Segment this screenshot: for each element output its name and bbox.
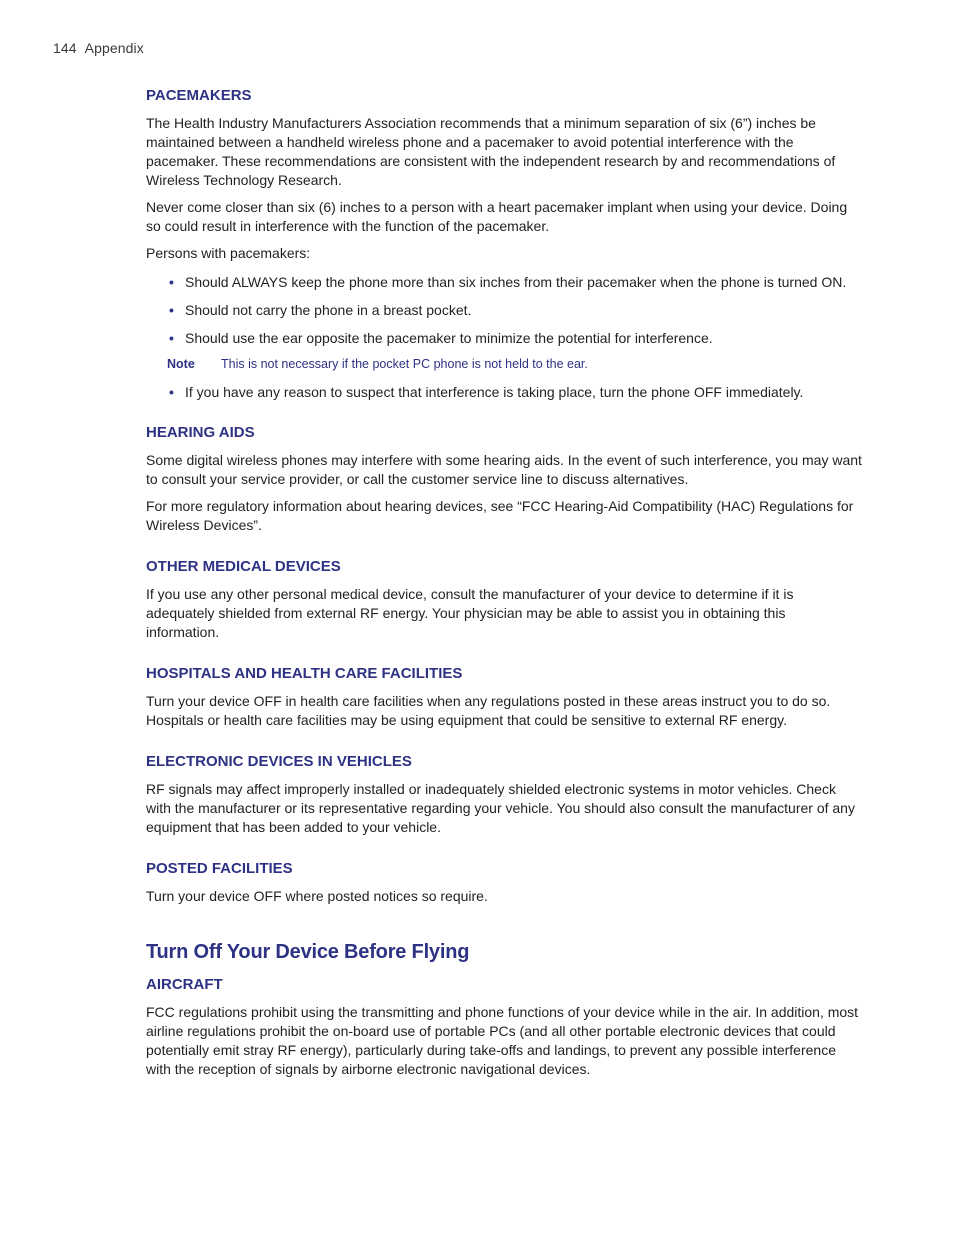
page-content	[146, 86, 862, 1101]
note	[167, 355, 862, 373]
list-item	[146, 383, 862, 401]
other-medical-heading: OTHER MEDICAL DEVICES	[146, 558, 341, 575]
pacemakers-heading: PACEMAKERS	[146, 87, 252, 104]
aircraft-heading: AIRCRAFT	[146, 976, 223, 993]
hospitals-heading: HOSPITALS AND HEALTH CARE FACILITIES	[146, 665, 463, 682]
note-text: This is not necessary if the pocket PC phone is not held to the ear.	[221, 357, 588, 371]
section-vehicles	[146, 752, 862, 837]
bullet-icon: •	[169, 330, 174, 346]
section-pacemakers	[146, 86, 862, 401]
hearing-aids-paragraph-2: For more regulatory information about hearing devices, see “FCC Hearing-Aid Compatibility (HAC) Regulations for Wireless Devices”.	[146, 498, 854, 533]
list-item	[146, 273, 862, 291]
section-aircraft	[146, 975, 862, 1079]
vehicles-heading: ELECTRONIC DEVICES IN VEHICLES	[146, 753, 412, 770]
pacemakers-bullet-list	[146, 273, 862, 347]
bullet-icon: •	[169, 384, 174, 400]
section-hospitals	[146, 664, 862, 730]
pacemakers-paragraph-1: The Health Industry Manufacturers Association recommends that a minimum separation of six (6”) inches be maintained between a handheld wireless phone and a pacemaker to avoid potential interference with the pacemaker. These recommendations are consistent with the independent research by and recommendations of Wireless Technology Research.	[146, 115, 836, 188]
section-name: Appendix	[84, 40, 144, 56]
section-hearing-aids	[146, 423, 862, 535]
list-item-text: Should use the ear opposite the pacemaker to minimize the potential for interference.	[185, 330, 713, 346]
flying-title: Turn Off Your Device Before Flying	[146, 941, 470, 963]
hearing-aids-heading: HEARING AIDS	[146, 424, 255, 441]
posted-heading: POSTED FACILITIES	[146, 860, 293, 877]
pacemakers-paragraph-2: Never come closer than six (6) inches to a person with a heart pacemaker implant when using your device. Doing so could result in interference with the function of the pacemaker.	[146, 199, 848, 234]
list-item	[146, 329, 862, 347]
running-header	[53, 40, 144, 56]
hearing-aids-paragraph-1: Some digital wireless phones may interfere with some hearing aids. In the event of such interference, you may want to consult your service provider, or call the customer service line to discuss alternatives.	[146, 452, 862, 487]
section-posted	[146, 859, 862, 906]
posted-paragraph: Turn your device OFF where posted notices so require.	[146, 888, 488, 904]
list-item-text: Should not carry the phone in a breast pocket.	[185, 302, 472, 318]
list-item-text: Should ALWAYS keep the phone more than six inches from their pacemaker when the phone is turned ON.	[185, 274, 847, 290]
aircraft-paragraph: FCC regulations prohibit using the transmitting and phone functions of your device while in the air. In addition, most airline regulations prohibit the on-board use of portable PCs (and all other portable electronic devices that could potentially emit stray RF energy), particularly during take-offs and landings, to prevent any possible interference with the reception of signals by airborne electronic navigational devices.	[146, 1004, 859, 1077]
pacemakers-paragraph-3: Persons with pacemakers:	[146, 245, 311, 261]
bullet-icon: •	[169, 302, 174, 318]
list-item-text: If you have any reason to suspect that interference is taking place, turn the phone OFF immediately.	[185, 384, 804, 400]
vehicles-paragraph: RF signals may affect improperly installed or inadequately shielded electronic systems in motor vehicles. Check with the manufacturer or its representative regarding your vehicle. You should also consult the manufacturer of any equipment that has been added to your vehicle.	[146, 781, 855, 835]
other-medical-paragraph: If you use any other personal medical device, consult the manufacturer of your device to determine if it is adequately shielded from external RF energy. Your physician may be able to assist you in obtaining this information.	[146, 586, 794, 640]
hospitals-paragraph: Turn your device OFF in health care facilities when any regulations posted in these areas instruct you to do so. Hospitals or health care facilities may be using equipment that could be sensitive to external RF energy.	[146, 693, 831, 728]
page-number: 144	[53, 40, 77, 56]
bullet-icon: •	[169, 274, 174, 290]
pacemakers-bullet-list-2	[146, 383, 862, 401]
section-other-medical	[146, 557, 862, 642]
list-item	[146, 301, 862, 319]
note-label: Note	[167, 357, 195, 371]
